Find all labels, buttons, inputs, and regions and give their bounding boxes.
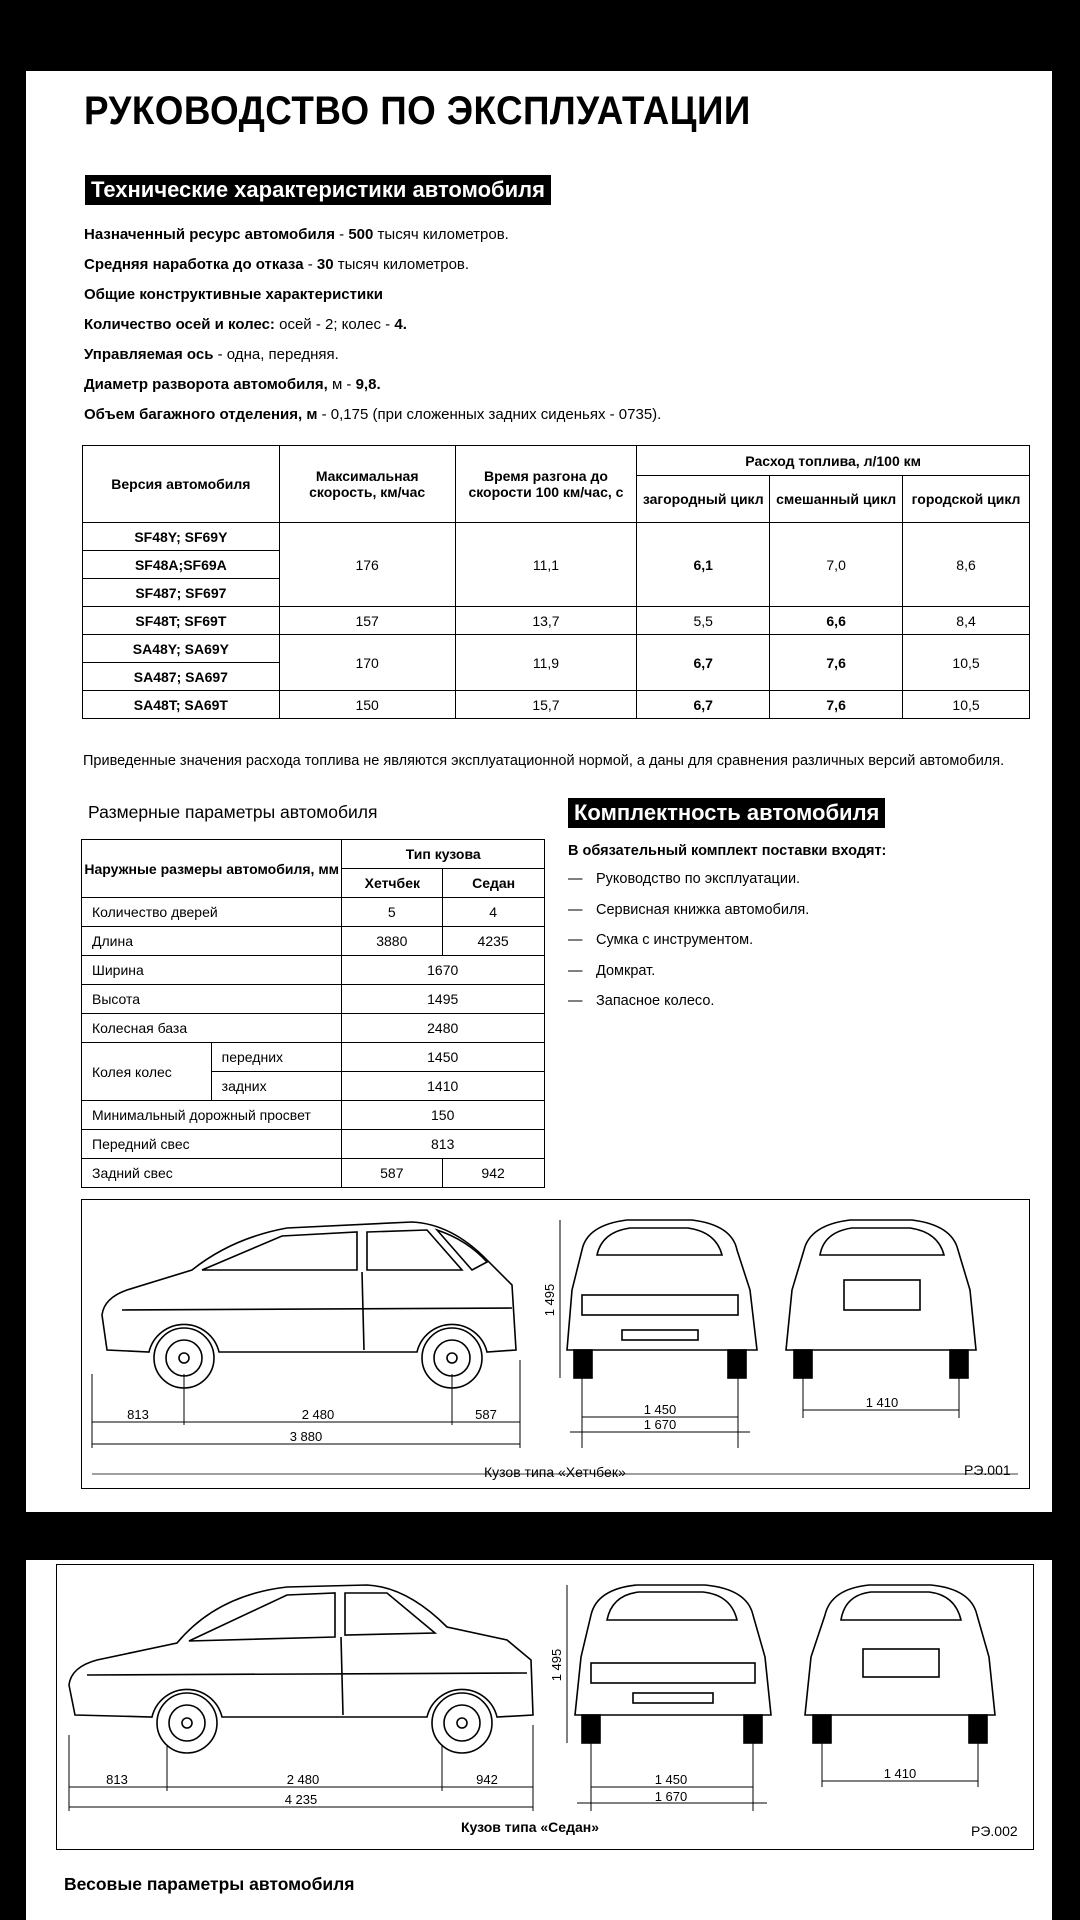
table-row: Колея колес передних 1450 <box>82 1043 545 1072</box>
spec-line: Общие конструктивные характеристики <box>84 286 383 303</box>
dim-track-rear: 1 410 <box>883 1766 917 1781</box>
hatchback-diagram <box>82 1200 1028 1488</box>
fuel-note: Приведенные значения расхода топлива не являются эксплуатационной нормой, а даны для сравнения различных версий автомобиля. <box>83 753 1005 769</box>
table-row: Передний свес 813 <box>82 1130 545 1159</box>
weight-section-title: Весовые параметры автомобиля <box>64 1874 355 1894</box>
tech-section-header: Технические характеристики автомобиля <box>85 175 551 205</box>
drawing-code: РЭ.002 <box>971 1823 1018 1839</box>
dim-track-rear: 1 410 <box>865 1395 899 1410</box>
dimensions-table <box>81 839 545 1188</box>
dim-track-front: 1 450 <box>643 1402 677 1417</box>
table-row: Длина 3880 4235 <box>82 927 545 956</box>
dim-height: 1 495 <box>542 1283 557 1317</box>
sedan-diagram <box>57 1565 1033 1849</box>
hatchback-rear-body <box>786 1220 976 1350</box>
mixed-cell: 6,6 <box>770 607 903 635</box>
hatchback-side-body <box>102 1222 516 1352</box>
drawing-caption: Кузов типа «Седан» <box>461 1819 599 1835</box>
spec-line: Количество осей и колес: осей - 2; колес - 4. <box>84 316 407 333</box>
mixed-cell: 7,6 <box>770 691 903 719</box>
table-row: Высота 1495 <box>82 985 545 1014</box>
col-header-body-type: Тип кузова <box>342 840 545 869</box>
hatchback-drawing <box>81 1199 1030 1489</box>
kit-list <box>568 871 809 1024</box>
table-row <box>83 607 1030 635</box>
table-row: Минимальный дорожный просвет 150 <box>82 1101 545 1130</box>
version-cell: SA487; SA697 <box>83 663 280 691</box>
version-cell: SF48T; SF69T <box>83 607 280 635</box>
col-header-max-speed: Максимальная скорость, км/час <box>279 446 455 523</box>
table-row: Ширина 1670 <box>82 956 545 985</box>
dim-length: 3 880 <box>289 1429 323 1444</box>
dimensions-header: Размерные параметры автомобиля <box>88 802 378 822</box>
sedan-rear-body <box>805 1585 995 1715</box>
spec-line: Объем багажного отделения, м - 0,175 (при сложенных задних сиденьях - 0735). <box>84 406 662 423</box>
highway-cell: 6,7 <box>637 635 770 691</box>
table-row: Задний свес 587 942 <box>82 1159 545 1188</box>
table-row: задних 1410 <box>82 1072 545 1101</box>
sedan-drawing <box>56 1564 1034 1850</box>
col-header-mixed: смешанный цикл <box>770 476 903 523</box>
speed-cell: 157 <box>279 607 455 635</box>
speed-cell: 176 <box>279 523 455 607</box>
mixed-cell: 7,0 <box>770 523 903 607</box>
col-header-highway: загородный цикл <box>637 476 770 523</box>
page-title: РУКОВОДСТВО ПО ЭКСПЛУАТАЦИИ <box>84 89 751 133</box>
table-row: Количество дверей 5 4 <box>82 898 545 927</box>
col-header-acceleration: Время разгона до скорости 100 км/час, с <box>455 446 637 523</box>
highway-cell: 6,7 <box>637 691 770 719</box>
col-header-hatchback: Хетчбек <box>342 869 443 898</box>
dim-track-front: 1 450 <box>654 1772 688 1787</box>
dim-width: 1 670 <box>654 1789 688 1804</box>
highway-cell: 5,5 <box>637 607 770 635</box>
sedan-side-body <box>69 1585 533 1717</box>
accel-cell: 15,7 <box>455 691 637 719</box>
drawing-caption: Кузов типа «Хетчбек» <box>484 1464 626 1480</box>
list-item: — Сервисная книжка автомобиля. <box>568 901 810 918</box>
dim-front-overhang: 813 <box>106 1772 128 1787</box>
dim-wheelbase: 2 480 <box>301 1407 335 1422</box>
sedan-window <box>189 1593 335 1641</box>
table-row <box>83 523 1030 551</box>
version-cell: SF48A;SF69A <box>83 551 280 579</box>
col-header-version: Версия автомобиля <box>83 446 280 523</box>
accel-cell: 13,7 <box>455 607 637 635</box>
version-cell: SA48T; SA69T <box>83 691 280 719</box>
list-item: — Домкрат. <box>568 962 656 979</box>
speed-cell: 170 <box>279 635 455 691</box>
table-row: Колесная база 2480 <box>82 1014 545 1043</box>
table-row <box>83 691 1030 719</box>
hatchback-window <box>202 1232 357 1270</box>
col-header-outer-dims: Наружные размеры автомобиля, мм <box>82 840 342 898</box>
dim-height: 1 495 <box>549 1648 564 1682</box>
dim-length: 4 235 <box>284 1792 318 1807</box>
version-cell: SF48Y; SF69Y <box>83 523 280 551</box>
col-header-fuel: Расход топлива, л/100 км <box>637 446 1030 476</box>
accel-cell: 11,1 <box>455 523 637 607</box>
manual-page-1 <box>26 71 1052 1512</box>
city-cell: 8,6 <box>903 523 1030 607</box>
speed-cell: 150 <box>279 691 455 719</box>
city-cell: 8,4 <box>903 607 1030 635</box>
version-cell: SF487; SF697 <box>83 579 280 607</box>
hatchback-window <box>367 1230 462 1270</box>
sedan-window <box>345 1593 435 1635</box>
sedan-wheel <box>157 1693 217 1753</box>
spec-line: Средняя наработка до отказа - 30 тысяч километров. <box>84 256 470 273</box>
mixed-cell: 7,6 <box>770 635 903 691</box>
dim-wheelbase: 2 480 <box>286 1772 320 1787</box>
accel-cell: 11,9 <box>455 635 637 691</box>
city-cell: 10,5 <box>903 635 1030 691</box>
drawing-code: РЭ.001 <box>964 1462 1011 1478</box>
list-item: — Запасное колесо. <box>568 993 715 1009</box>
kit-section-header: Комплектность автомобиля <box>568 798 885 828</box>
version-cell: SA48Y; SA69Y <box>83 635 280 663</box>
list-item: — Руководство по эксплуатации. <box>568 871 801 887</box>
dim-rear-overhang: 587 <box>475 1407 497 1422</box>
dim-rear-overhang: 942 <box>476 1772 498 1787</box>
spec-line: Диаметр разворота автомобиля, м - 9,8. <box>84 376 381 393</box>
col-header-city: городской цикл <box>903 476 1030 523</box>
table-row <box>83 635 1030 663</box>
highway-cell: 6,1 <box>637 523 770 607</box>
dim-width: 1 670 <box>643 1417 677 1432</box>
spec-line: Управляемая ось - одна, передняя. <box>84 346 339 363</box>
dim-front-overhang: 813 <box>127 1407 149 1422</box>
kit-lead: В обязательный комплект поставки входят: <box>568 843 887 859</box>
city-cell: 10,5 <box>903 691 1030 719</box>
fuel-consumption-table <box>82 445 1030 719</box>
manual-page-2 <box>26 1560 1052 1920</box>
list-item: — Сумка с инструментом. <box>568 932 754 948</box>
sedan-wheel <box>432 1693 492 1753</box>
col-header-sedan: Седан <box>443 869 545 898</box>
sedan-front-body <box>575 1585 771 1715</box>
spec-line: Назначенный ресурс автомобиля - 500 тысяч километров. <box>84 226 509 243</box>
